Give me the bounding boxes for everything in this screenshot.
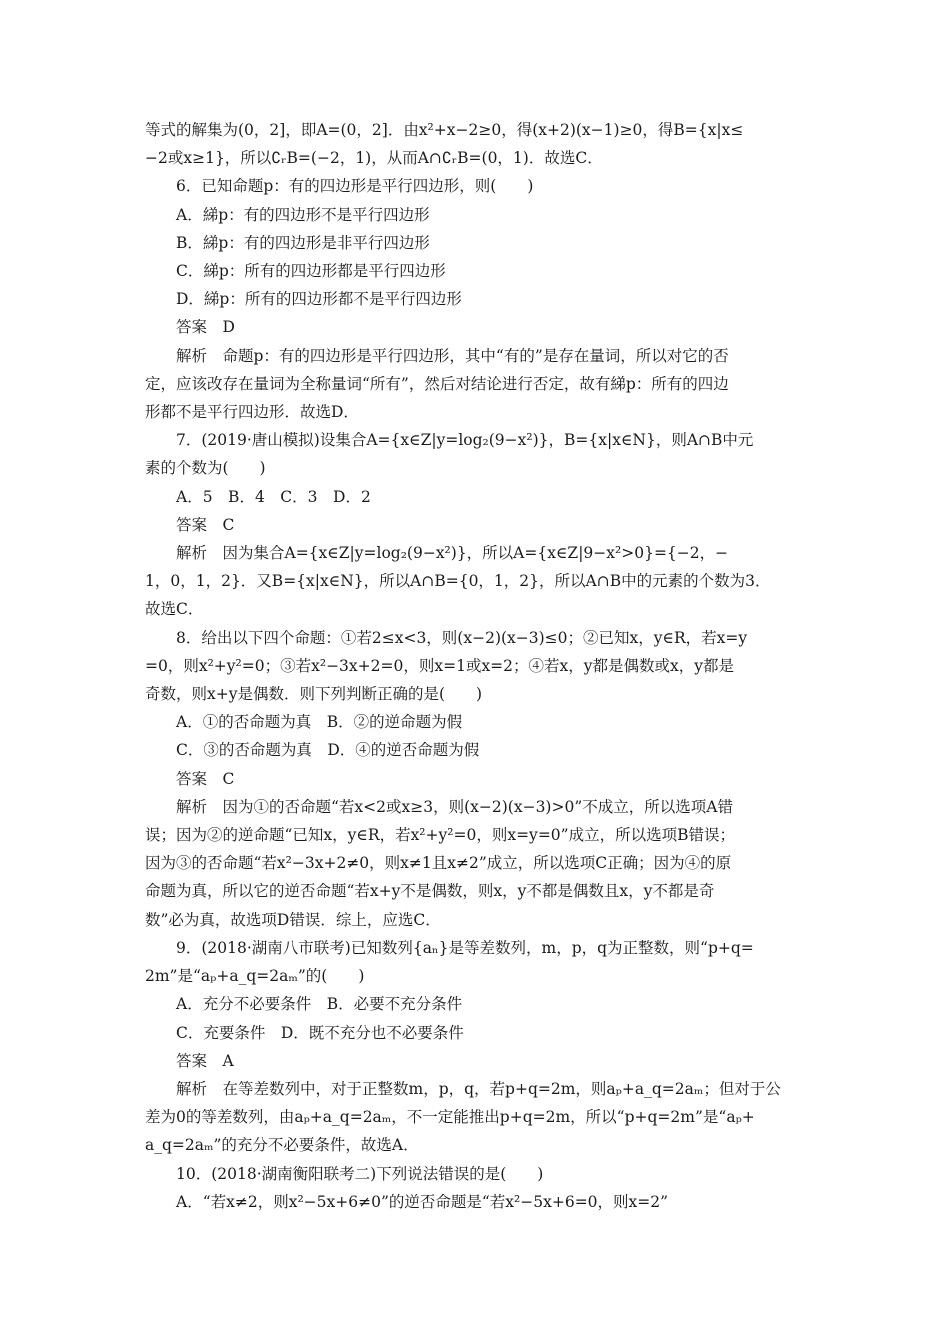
text-line: 因为③的否命题“若x²−3x+2≠0，则x≠1且x≠2”成立，所以选项C正确；因为④的原	[145, 854, 732, 873]
text-line: 命题为真，所以它的逆否命题“若x+y不是偶数，则x，y不都是偶数且x，y不都是奇	[145, 882, 715, 901]
text-line: 解析 因为集合A={x∈Z|y=log₂(9−x²)}，所以A={x∈Z|9−x²>0}={−2，−	[176, 544, 729, 563]
text-line: 故选C．	[145, 600, 204, 619]
text-line: 解析 因为①的否命题“若x<2或x≥3，则(x−2)(x−3)>0”不成立，所以选项A错	[176, 797, 733, 816]
text-line: 等式的解集为(0，2]，即A=(0，2]．由x²+x−2≥0，得(x+2)(x−1)≥0，得B={x|x≤	[145, 121, 744, 139]
page-body	[145, 116, 810, 1216]
text-line: 定，应该改存在量词为全称量词“所有”，然后对结论进行否定，故有綈p：所有的四边	[145, 374, 729, 393]
text-line: C．③的否命题为真 D．④的逆否命题为假	[176, 741, 480, 760]
text-line: 2m”是“aₚ+a_q=2aₘ”的( )	[145, 967, 365, 986]
text-line: 形都不是平行四边形．故选D．	[145, 403, 359, 422]
text-line: 答案 C	[176, 515, 235, 534]
text-line: −2或x≥1}，所以∁ᵣB=(−2，1)，从而A∩∁ᵣB=(0，1)．故选C．	[145, 149, 603, 168]
text-line: 9．(2018·湖南八市联考)已知数列{aₙ}是等差数列，m，p，q为正整数，则“p+q=	[176, 938, 754, 957]
text-line: 答案 A	[176, 1051, 234, 1070]
text-line: 8．给出以下四个命题：①若2≤x<3，则(x−2)(x−3)≤0；②已知x，y∈R，若x=y	[176, 628, 748, 647]
text-line: 差为0的等差数列，由aₚ+a_q=2aₘ，不一定能推出p+q=2m，所以“p+q=2m”是“aₚ+	[145, 1108, 755, 1127]
text-line: 10．(2018·湖南衡阳联考二)下列说法错误的是( )	[176, 1164, 544, 1183]
text-line: A．①的否命题为真 B．②的逆命题为假	[176, 713, 463, 732]
text-line: 误；因为②的逆命题“已知x，y∈R，若x²+y²=0，则x=y=0”成立，所以选项B错误；	[145, 826, 735, 845]
text-line: 1，0，1，2}．又B={x|x∈N}，所以A∩B={0，1，2}，所以A∩B中的元素的个数为3．	[145, 572, 771, 591]
text-line: C．充要条件 D．既不充分也不必要条件	[176, 1023, 464, 1042]
text-line: 素的个数为( )	[145, 459, 266, 478]
text-line: 数”必为真，故选项D错误．综上，应选C．	[145, 910, 441, 929]
text-line: 6．已知命题p：有的四边形是平行四边形，则( )	[176, 177, 534, 196]
text-line: B．綈p：有的四边形是非平行四边形	[176, 233, 430, 252]
text-line: 答案 D	[176, 318, 235, 337]
text-line: 解析 命题p：有的四边形是平行四边形，其中“有的”是存在量词，所以对它的否	[176, 346, 729, 365]
text-line: 解析 在等差数列中，对于正整数m，p，q，若p+q=2m，则aₚ+a_q=2aₘ；但对于公	[176, 1079, 781, 1098]
text-line: C．綈p：所有的四边形都是平行四边形	[176, 262, 446, 281]
text-line: a_q=2aₘ”的充分不必要条件，故选A．	[145, 1136, 419, 1155]
text-line: A．5 B．4 C．3 D．2	[176, 487, 371, 506]
text-line: 7．(2019·唐山模拟)设集合A={x∈Z|y=log₂(9−x²)}，B={x|x∈N}，则A∩B中元	[176, 431, 754, 450]
text-line: =0，则x²+y²=0；③若x²−3x+2=0，则x=1或x=2；④若x，y都是偶数或x，y都是	[145, 656, 735, 675]
text-line: D．綈p：所有的四边形都不是平行四边形	[176, 290, 462, 309]
text-line: A．“若x≠2，则x²−5x+6≠0”的逆否命题是“若x²−5x+6=0，则x=2”	[176, 1192, 669, 1211]
text-line: 奇数，则x+y是偶数．则下列判断正确的是( )	[145, 685, 483, 704]
text-line: A．充分不必要条件 B．必要不充分条件	[176, 995, 463, 1014]
text-line: A．綈p：有的四边形不是平行四边形	[176, 205, 430, 224]
text-line: 答案 C	[176, 769, 235, 788]
